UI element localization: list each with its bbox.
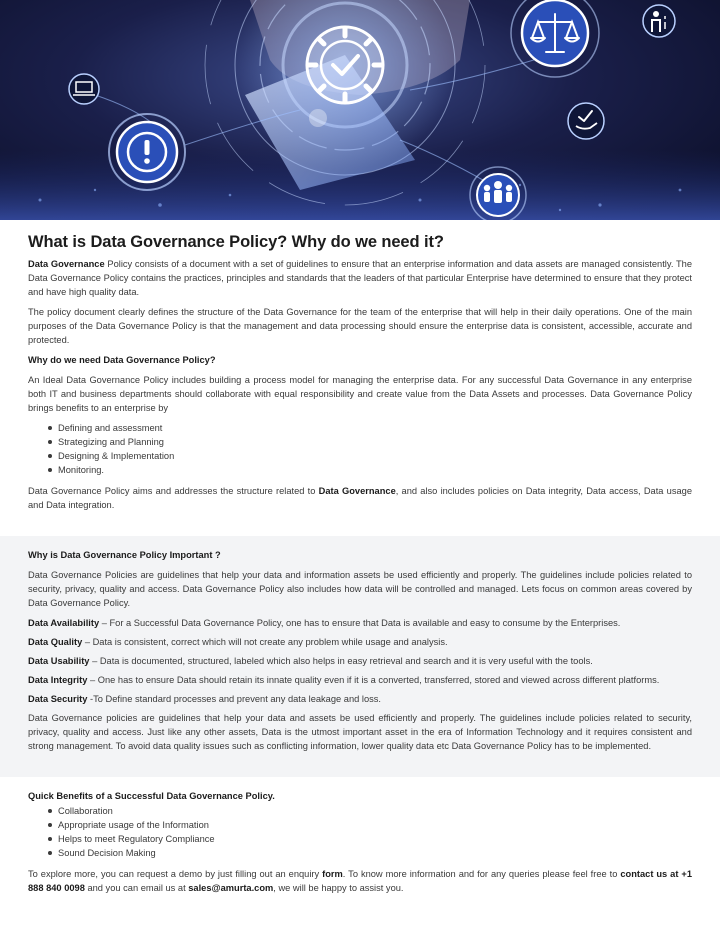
definition-security — [28, 692, 692, 706]
list-item: Designing & Implementation — [48, 449, 692, 463]
definition-text: – Data is consistent, correct which will not create any problem while usage and analysis. — [82, 637, 448, 647]
definition-term: Data Quality — [28, 637, 83, 647]
aims-term: Data Governance — [318, 486, 396, 496]
laptop-icon — [69, 74, 99, 104]
definition-integrity — [28, 673, 692, 687]
hero-banner — [0, 0, 720, 220]
definition-term: Data Usability — [28, 656, 90, 666]
aims-paragraph — [28, 484, 692, 512]
structure-paragraph: The policy document clearly defines the structure of the Data Governance for the team of the enterprise that will help in their daily operations. One of the main purposes of the Data Governance Policy is that the management and data processing should ensure the enterprise data is consistent, accessible, accurate and protected. — [28, 307, 692, 345]
warning-icon — [109, 114, 185, 190]
importance-heading: Why is Data Governance Policy Important ? — [28, 550, 221, 560]
definition-term: Data Availability — [28, 618, 100, 628]
what-is-section — [0, 220, 720, 536]
definition-text: – For a Successful Data Governance Policy, one has to ensure that Data is available and easy to consume by the Enterprises. — [99, 618, 621, 628]
why-need-heading: Why do we need Data Governance Policy? — [28, 355, 216, 365]
definition-quality — [28, 635, 692, 649]
cta-text: , we will be happy to assist you. — [273, 883, 404, 893]
definition-text: – One has to ensure Data should retain its innate quality even if it is a converted, transferred, stored and viewed across different platforms. — [87, 675, 660, 685]
hand-check-icon — [568, 103, 604, 139]
definition-term: Data Integrity — [28, 675, 88, 685]
cta-paragraph — [28, 867, 692, 895]
intro-text: Policy consists of a document with a set of guidelines to ensure that an enterprise information and data assets are managed consistently. The Data Governance Policy contains the practices, principles and standards that the leaders of that particular Enterprise have determined to ensure that they protect and have high quality data. — [28, 259, 692, 297]
definition-usability — [28, 654, 692, 668]
aims-text: Data Governance Policy aims and addresses the structure related to — [28, 486, 319, 496]
quick-benefits-section — [0, 777, 720, 909]
list-item: Defining and assessment — [48, 421, 692, 435]
quick-benefits-list — [48, 804, 692, 860]
email-link[interactable]: sales@amurta.com — [188, 883, 274, 893]
list-item: Appropriate usage of the Information — [48, 818, 692, 832]
intro-paragraph — [28, 257, 692, 299]
importance-paragraph: Data Governance Policies are guidelines that help your data and information assets be used efficiently and properly. The guidelines include policies related to security, privacy, quality and access. Data Governance Policy also includes how data will be controlled and managed. Lets focus on common areas covered by Data Governance Policy. — [28, 570, 692, 608]
definition-term: Data Security — [28, 694, 88, 704]
page-title: What is Data Governance Policy? Why do we need it? — [28, 233, 444, 251]
scales-icon — [511, 0, 599, 77]
ideal-policy-paragraph: An Ideal Data Governance Policy includes building a process model for managing the enterprise data. For any successful Data Governance in any enterprise both IT and business departments should collaborate with equal responsibility and create value from the Data Assets and processes. Data Governance Policy brings benefits to an enterprise by — [28, 375, 692, 413]
benefits-list — [48, 421, 692, 477]
list-item: Monitoring. — [48, 463, 692, 477]
list-item: Sound Decision Making — [48, 846, 692, 860]
guidelines-paragraph: Data Governance policies are guidelines that help your data and assets be used efficiently and properly. The guidelines include policies related to security, privacy, quality and access. Just like any other assets, Data is the utmost important asset in the era of Information Technology and it requires consistent and strong management. To avoid data quality issues such as conflicting information, lower quality data etc Data Governance Policy has to be implemented. — [28, 713, 692, 751]
checkmark-gear-icon — [307, 27, 383, 103]
contact-phone-link[interactable]: contact us at +1 888 840 0098 — [28, 869, 693, 893]
cta-text: . To know more information and for any queries please feel free to — [342, 869, 621, 879]
hero-illustration — [0, 0, 720, 220]
list-item: Helps to meet Regulatory Compliance — [48, 832, 692, 846]
definition-availability — [28, 616, 692, 630]
list-item: Collaboration — [48, 804, 692, 818]
importance-section — [0, 536, 720, 777]
intro-term: Data Governance — [28, 259, 105, 269]
person-info-icon — [643, 5, 675, 37]
quick-benefits-heading: Quick Benefits of a Successful Data Governance Policy. — [28, 791, 275, 801]
list-item: Strategizing and Planning — [48, 435, 692, 449]
definition-text: – Data is documented, structured, labeled which also helps in easy retrieval and search and it is very useful with the tools. — [89, 656, 593, 666]
cta-text: To explore more, you can request a demo by just filling out an enquiry — [28, 869, 323, 879]
enquiry-form-link[interactable]: form — [322, 869, 343, 879]
definition-text: -To Define standard processes and prevent any data leakage and loss. — [87, 694, 381, 704]
aims-text-end: , and also includes policies on Data integrity, Data access, Data usage and Data integration. — [28, 486, 693, 510]
cta-text: and you can email us at — [84, 883, 189, 893]
